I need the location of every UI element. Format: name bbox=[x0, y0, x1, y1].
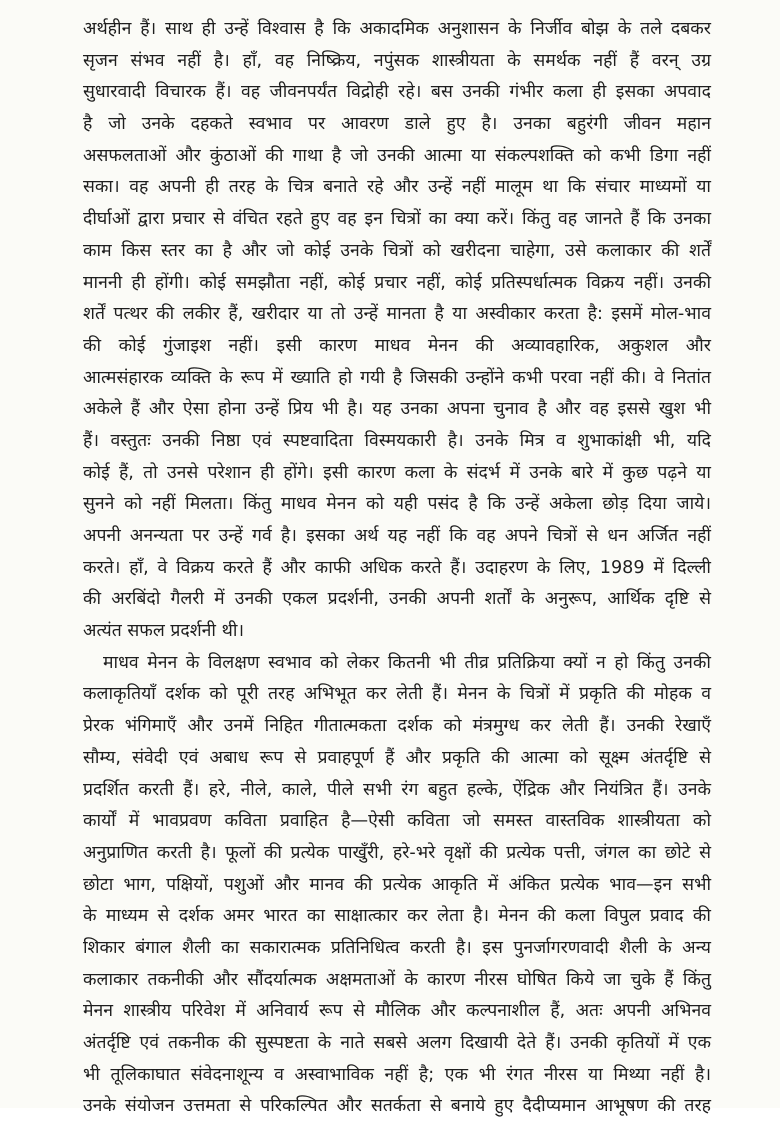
text-line: शिकार बंगाल शैली का सकारात्मक प्रतिनिधित्व करती है। इस पुनर्जागरणवादी शैली के अन्य bbox=[83, 937, 711, 958]
text-line: सृजन संभव नहीं है। हाँ, वह निष्क्रिय, नपुंसक शास्त्रीयता के समर्थक नहीं हैं वरन् उग्र bbox=[83, 50, 711, 71]
paragraph-1 bbox=[83, 14, 711, 648]
text-line: हैं। वस्तुतः उनकी निष्ठा एवं स्पष्टवादिता विस्मयकारी है। उनके मित्र व शुभाकांक्षी भी, यदि bbox=[83, 430, 711, 451]
text-line: छोटा भाग, पक्षियों, पशुओं और मानव की प्रत्येक आकृति में अंकित प्रत्येक भाव—इन सभी bbox=[83, 874, 711, 895]
text-line: आत्मसंहारक व्यक्ति के रूप में ख्याति हो गयी है जिसकी उन्होंने कभी परवा नहीं की। वे नितांत bbox=[83, 367, 711, 388]
text-line: सुधारवादी विचारक हैं। वह जीवनपर्यंत विद्रोही रहे। बस उनकी गंभीर कला ही इसका अपवाद bbox=[83, 82, 711, 103]
text-line: असफलताओं और कुंठाओं की गाथा है जो उनकी आत्मा या संकल्पशक्ति को कभी डिगा नहीं bbox=[83, 145, 711, 166]
text-line: कोई हैं, तो उनसे परेशान ही होंगे। इसी कारण कला के संदर्भ में उनके बारे में कुछ पढ़ने या bbox=[83, 462, 711, 483]
text-line: माधव मेनन के विलक्षण स्वभाव को लेकर कितनी भी तीव्र प्रतिक्रिया क्यों न हो किंतु उनकी bbox=[103, 652, 711, 673]
text-line: अर्थहीन हैं। साथ ही उन्हें विश्वास है कि अकादमिक अनुशासन के निर्जीव बोझ के तले दबकर bbox=[83, 19, 711, 39]
text-line: काम किस स्तर का है और जो कोई उनके चित्रों को खरीदना चाहेगा, उसे कलाकार की शर्तें bbox=[83, 240, 711, 261]
text-line: प्रदर्शित करती हैं। हरे, नीले, काले, पीले सभी रंग बहुत हल्के, ऐंद्रिक और नियंत्रित हैं। उनके bbox=[83, 779, 711, 800]
text-line: के माध्यम से दर्शक अमर भारत का साक्षात्कार कर लेता है। मेनन की कला विपुल प्रवाद की bbox=[83, 906, 711, 927]
text-line: अनुप्राणित करती है। फूलों की प्रत्येक पाखुँरी, हरे-भरे वृक्षों की प्रत्येक पत्ती, जंगल का छोटे से bbox=[83, 842, 711, 863]
text-line: अंतर्दृष्टि एवं तकनीक की सुस्पष्टता के नाते सबसे अलग दिखायी देते हैं। उनकी कृतियों में एक bbox=[83, 1033, 711, 1053]
text-line: अत्यंत सफल प्रदर्शनी थी। bbox=[83, 621, 245, 642]
text-line: उनके संयोजन उत्तमता से परिकल्पित और सतर्कता से बनाये हुए दैदीप्यमान आभूषण की तरह bbox=[83, 1096, 711, 1117]
text-line: सुनने को नहीं मिलता। किंतु माधव मेनन को यही पसंद है कि उन्हें अकेला छोड़ दिया जाये। bbox=[83, 494, 711, 515]
text-line: अकेले हैं और ऐसा होना उन्हें प्रिय भी है। यह उनका अपना चुनाव है और वह इससे खुश भी bbox=[83, 399, 711, 420]
text-line: सौम्य, संवेदी एवं अबाध रूप से प्रवाहपूर्ण हैं और प्रकृति की आत्मा को सूक्ष्म अंतर्दृष्टि से bbox=[83, 747, 711, 768]
text-line: सका। वह अपनी ही तरह के चित्र बनाते रहे और उन्हें नहीं मालूम था कि संचार माध्यमों या bbox=[83, 177, 711, 198]
text-line: मेनन शास्त्रीय परिवेश में अनिवार्य रूप से मौलिक और कल्पनाशील हैं, अतः अपनी अभिनव bbox=[83, 1001, 711, 1022]
text-line: अपनी अनन्यता पर उन्हें गर्व है। इसका अर्थ यह नहीं कि वह अपने चित्रों से धन अर्जित नहीं bbox=[83, 526, 711, 546]
text-line: दीर्घाओं द्वारा प्रचार से वंचित रहते हुए वह इन चित्रों का क्या करें। किंतु वह जानते हैं कि उनका bbox=[83, 209, 711, 230]
text-line: भी तूलिकाघात संवेदनाशून्य व अस्वाभाविक नहीं है; एक भी रंगत नीरस या मिथ्या नहीं है। bbox=[83, 1064, 711, 1085]
text-line: कार्यों में भावप्रवण कविता प्रवाहित है—ऐसी कविता जो समस्त वास्तविक शास्त्रीयता को bbox=[83, 811, 711, 832]
text-line: की कोई गुंजाइश नहीं। इसी कारण माधव मेनन की अव्यावहारिक, अकुशल और bbox=[83, 335, 711, 356]
text-line: करते। हाँ, वे विक्रय करते हैं और काफी अधिक करते हैं। उदाहरण के लिए, 1989 में दिल्ली bbox=[83, 557, 711, 578]
body-text bbox=[83, 14, 711, 1123]
text-line: कलाकार तकनीकी और सौंदर्यात्मक अक्षमताओं के कारण नीरस घोषित किये जा चुके हैं किंतु bbox=[83, 969, 711, 990]
paragraph-2 bbox=[83, 648, 711, 1123]
text-line: माननी ही होंगी। कोई समझौता नहीं, कोई प्रचार नहीं, कोई प्रतिस्पर्धात्मक विक्रय नहीं। उनकी bbox=[83, 272, 711, 293]
text-line: की अरबिंदो गैलरी में उनकी एकल प्रदर्शनी, उनकी अपनी शर्तों के अनुरूप, आर्थिक दृष्टि से bbox=[83, 589, 711, 610]
text-line: प्रेरक भंगिमाएँ और उनमें निहित गीतात्मकता दर्शक को मंत्रमुग्ध कर लेती हैं। उनकी रेखाएँ bbox=[83, 716, 711, 737]
text-line: कलाकृतियाँ दर्शक को पूरी तरह अभिभूत कर लेती हैं। मेनन के चित्रों में प्रकृति की मोहक व bbox=[83, 684, 711, 705]
text-line: शर्तें पत्थर की लकीर हैं, खरीदार या तो उन्हें मानता है या अस्वीकार करता है: इसमें मोल-भाव bbox=[83, 304, 711, 325]
text-line: है जो उनके दहकते स्वभाव पर आवरण डाले हुए है। उनका बहुरंगी जीवन महान bbox=[83, 114, 711, 135]
